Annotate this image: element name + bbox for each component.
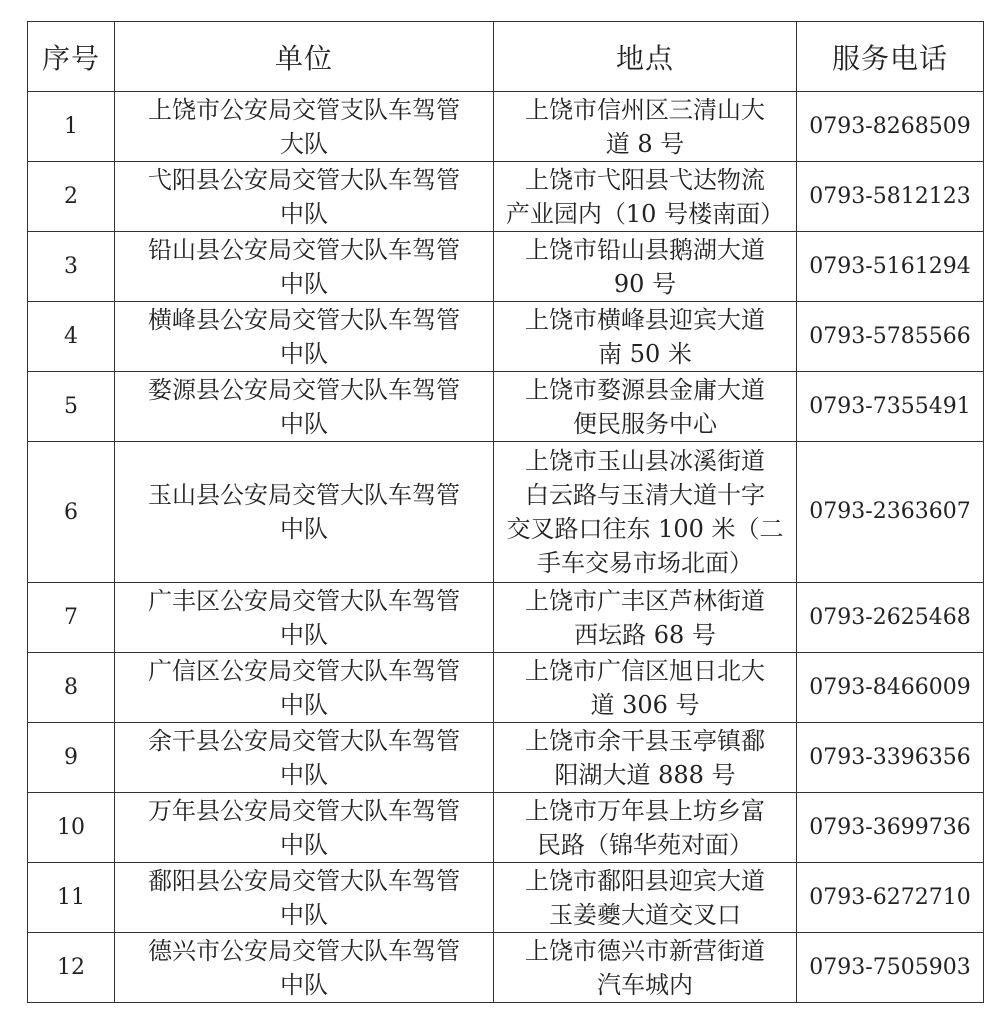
phone-cell: 0793-7505903	[797, 933, 984, 1003]
location-cell-line: 南 50 米	[598, 339, 692, 368]
phone-cell: 0793-8466009	[797, 653, 984, 723]
unit-cell-line: 中队	[280, 760, 328, 789]
unit-cell	[115, 583, 494, 653]
unit-cell	[115, 723, 494, 793]
location-cell-line: 上饶市横峰县迎宾大道	[525, 305, 765, 334]
unit-cell-line: 德兴市公安局交管大队车驾管	[148, 936, 460, 965]
unit-cell	[115, 372, 494, 442]
location-cell	[494, 723, 797, 793]
location-cell-line: 西坛路 68 号	[574, 620, 716, 649]
unit-cell-line: 广信区公安局交管大队车驾管	[148, 656, 460, 685]
unit-cell-line: 万年县公安局交管大队车驾管	[148, 796, 460, 825]
location-cell-line: 道 8 号	[605, 129, 685, 158]
unit-cell-line: 横峰县公安局交管大队车驾管	[148, 305, 460, 334]
location-cell-line: 便民服务中心	[573, 409, 717, 438]
location-cell	[494, 232, 797, 302]
phone-cell: 0793-8268509	[797, 92, 984, 162]
location-cell	[494, 302, 797, 372]
unit-cell-line: 铅山县公安局交管大队车驾管	[148, 235, 460, 264]
phone-cell: 0793-2363607	[797, 442, 984, 583]
unit-cell-line: 弋阳县公安局交管大队车驾管	[148, 165, 460, 194]
unit-cell-line: 中队	[280, 970, 328, 999]
unit-cell-line: 中队	[280, 409, 328, 438]
unit-cell	[115, 793, 494, 863]
table-row	[28, 723, 984, 793]
unit-cell-line: 中队	[280, 199, 328, 228]
location-cell-line: 产业园内（10 号楼南面）	[505, 199, 785, 228]
unit-cell-line: 中队	[280, 515, 328, 543]
unit-cell-line: 玉山县公安局交管大队车驾管	[148, 481, 460, 509]
header-no: 序号	[28, 22, 115, 92]
header-unit: 单位	[115, 22, 494, 92]
location-cell	[494, 583, 797, 653]
row-number: 1	[28, 92, 115, 162]
unit-cell-line: 婺源县公安局交管大队车驾管	[148, 375, 460, 404]
location-cell-line: 道 306 号	[590, 690, 700, 719]
unit-cell	[115, 92, 494, 162]
location-cell	[494, 442, 797, 583]
table-row	[28, 653, 984, 723]
unit-cell-line: 中队	[280, 620, 328, 649]
unit-cell-line: 余干县公安局交管大队车驾管	[148, 726, 460, 755]
location-cell-line: 上饶市信州区三清山大	[525, 95, 765, 124]
location-cell	[494, 653, 797, 723]
location-cell-line: 上饶市德兴市新营街道	[525, 936, 765, 965]
unit-cell-line: 鄱阳县公安局交管大队车驾管	[148, 866, 460, 895]
table-row	[28, 162, 984, 232]
location-cell-line: 玉姜夔大道交叉口	[549, 900, 741, 929]
phone-cell: 0793-7355491	[797, 372, 984, 442]
service-locations-table	[27, 21, 984, 1003]
location-cell-line: 白云路与玉清大道十字	[525, 481, 765, 509]
location-cell-line: 上饶市广丰区芦林街道	[525, 586, 765, 615]
unit-cell-line: 大队	[280, 129, 328, 158]
table-row	[28, 933, 984, 1003]
row-number: 12	[28, 933, 115, 1003]
location-cell	[494, 92, 797, 162]
location-cell-line: 90 号	[613, 269, 677, 298]
table-row	[28, 863, 984, 933]
row-number: 7	[28, 583, 115, 653]
location-cell	[494, 793, 797, 863]
phone-cell: 0793-5812123	[797, 162, 984, 232]
table-body	[28, 92, 984, 1003]
unit-cell	[115, 302, 494, 372]
location-cell	[494, 372, 797, 442]
row-number: 9	[28, 723, 115, 793]
location-cell	[494, 933, 797, 1003]
location-cell-line: 汽车城内	[597, 970, 693, 999]
table-row	[28, 92, 984, 162]
location-cell-line: 上饶市万年县上坊乡富	[525, 796, 765, 825]
unit-cell	[115, 162, 494, 232]
unit-cell-line: 广丰区公安局交管大队车驾管	[148, 586, 460, 615]
table-row	[28, 583, 984, 653]
table-row	[28, 372, 984, 442]
phone-cell: 0793-3699736	[797, 793, 984, 863]
unit-cell-line: 上饶市公安局交管支队车驾管	[148, 95, 460, 124]
phone-cell: 0793-6272710	[797, 863, 984, 933]
unit-cell-line: 中队	[280, 269, 328, 298]
unit-cell-line: 中队	[280, 830, 328, 859]
row-number: 6	[28, 442, 115, 583]
phone-cell: 0793-5161294	[797, 232, 984, 302]
unit-cell-line: 中队	[280, 690, 328, 719]
row-number: 4	[28, 302, 115, 372]
location-cell-line: 阳湖大道 888 号	[554, 760, 736, 789]
unit-cell	[115, 653, 494, 723]
location-cell-line: 手车交易市场北面）	[537, 549, 753, 577]
phone-cell: 0793-2625468	[797, 583, 984, 653]
location-cell	[494, 863, 797, 933]
location-cell-line: 上饶市鄱阳县迎宾大道	[525, 866, 765, 895]
table-row	[28, 793, 984, 863]
unit-cell-line: 中队	[280, 900, 328, 929]
location-cell-line: 民路（锦华苑对面）	[537, 830, 753, 859]
row-number: 10	[28, 793, 115, 863]
table-row	[28, 232, 984, 302]
row-number: 8	[28, 653, 115, 723]
table-header-row	[28, 22, 984, 92]
phone-cell: 0793-3396356	[797, 723, 984, 793]
table-row	[28, 302, 984, 372]
table-row	[28, 442, 984, 583]
unit-cell	[115, 933, 494, 1003]
location-cell-line: 上饶市广信区旭日北大	[525, 656, 765, 685]
header-location: 地点	[494, 22, 797, 92]
row-number: 11	[28, 863, 115, 933]
location-cell	[494, 162, 797, 232]
unit-cell	[115, 232, 494, 302]
unit-cell	[115, 863, 494, 933]
location-cell-line: 上饶市余干县玉亭镇鄱	[525, 726, 765, 755]
unit-cell-line: 中队	[280, 339, 328, 368]
location-cell-line: 上饶市铅山县鹅湖大道	[525, 235, 765, 264]
unit-cell	[115, 442, 494, 583]
location-cell-line: 上饶市婺源县金庸大道	[525, 375, 765, 404]
phone-cell: 0793-5785566	[797, 302, 984, 372]
row-number: 2	[28, 162, 115, 232]
header-phone: 服务电话	[797, 22, 984, 92]
row-number: 3	[28, 232, 115, 302]
row-number: 5	[28, 372, 115, 442]
location-cell-line: 交叉路口往东 100 米（二	[506, 515, 784, 543]
location-cell-line: 上饶市弋阳县弋达物流	[525, 165, 765, 194]
location-cell-line: 上饶市玉山县冰溪街道	[525, 447, 765, 475]
